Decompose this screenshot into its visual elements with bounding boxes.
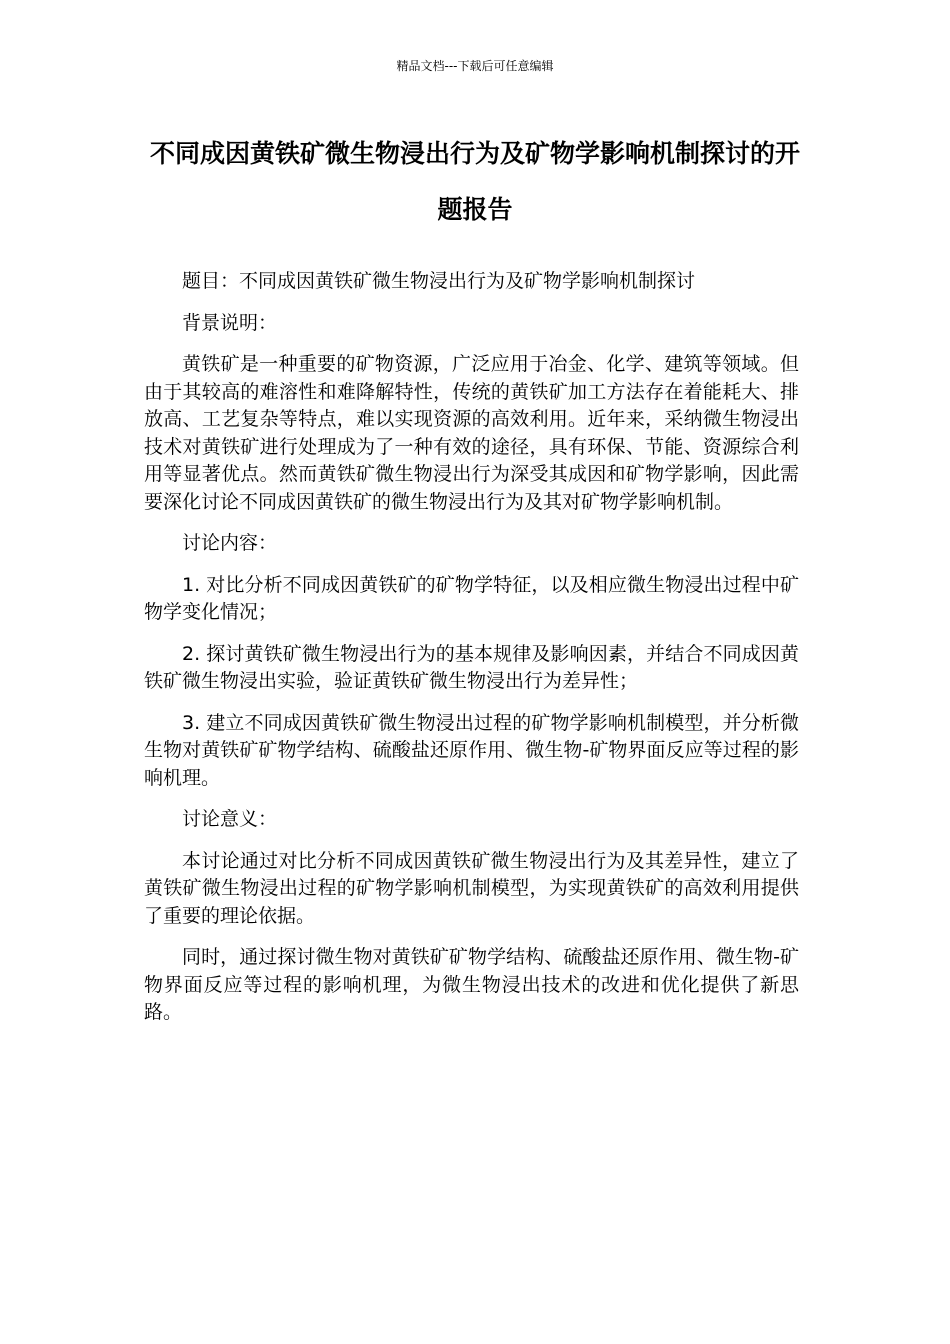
content-item-1: 1. 对比分析不同成因黄铁矿的矿物学特征，以及相应微生物浸出过程中矿物学变化情况； bbox=[144, 573, 799, 623]
significance-paragraph-1: 本讨论通过对比分析不同成因黄铁矿微生物浸出行为及其差异性，建立了黄铁矿微生物浸出过程的矿物学影响机制模型，为实现黄铁矿的高效利用提供了重要的理论依据。 bbox=[144, 849, 799, 927]
content-heading: 讨论内容： bbox=[182, 532, 278, 554]
content-item-2: 2. 探讨黄铁矿微生物浸出行为的基本规律及影响因素，并结合不同成因黄铁矿微生物浸出实验，验证黄铁矿微生物浸出行为差异性； bbox=[144, 642, 799, 692]
document-body bbox=[144, 268, 799, 1041]
topic-paragraph: 题目：不同成因黄铁矿微生物浸出行为及矿物学影响机制探讨 bbox=[182, 270, 696, 292]
document-title: 不同成因黄铁矿微生物浸出行为及矿物学影响机制探讨的开题报告 bbox=[149, 139, 800, 224]
content-item-3: 3. 建立不同成因黄铁矿微生物浸出过程的矿物学影响机制模型，并分析微生物对黄铁矿矿物学结构、硫酸盐还原作用、微生物-矿物界面反应等过程的影响机理。 bbox=[144, 711, 799, 789]
background-paragraph: 黄铁矿是一种重要的矿物资源，广泛应用于冶金、化学、建筑等领域。但由于其较高的难溶性和难降解特性，传统的黄铁矿加工方法存在着能耗大、排放高、工艺复杂等特点，难以实现资源的高效利用。近年来，采纳微生物浸出技术对黄铁矿进行处理成为了一种有效的途径，具有环保、节能、资源综合利用等显著优点。然而黄铁矿微生物浸出行为深受其成因和矿物学影响，因此需要深化讨论不同成因黄铁矿的微生物浸出行为及其对矿物学影响机制。 bbox=[144, 353, 799, 513]
header-note: 精品文档---下载后可任意编辑 bbox=[396, 59, 554, 73]
significance-heading: 讨论意义： bbox=[182, 808, 278, 830]
significance-paragraph-2: 同时，通过探讨微生物对黄铁矿矿物学结构、硫酸盐还原作用、微生物-矿物界面反应等过程的影响机理，为微生物浸出技术的改进和优化提供了新思路。 bbox=[144, 946, 799, 1023]
background-heading: 背景说明： bbox=[182, 311, 278, 334]
